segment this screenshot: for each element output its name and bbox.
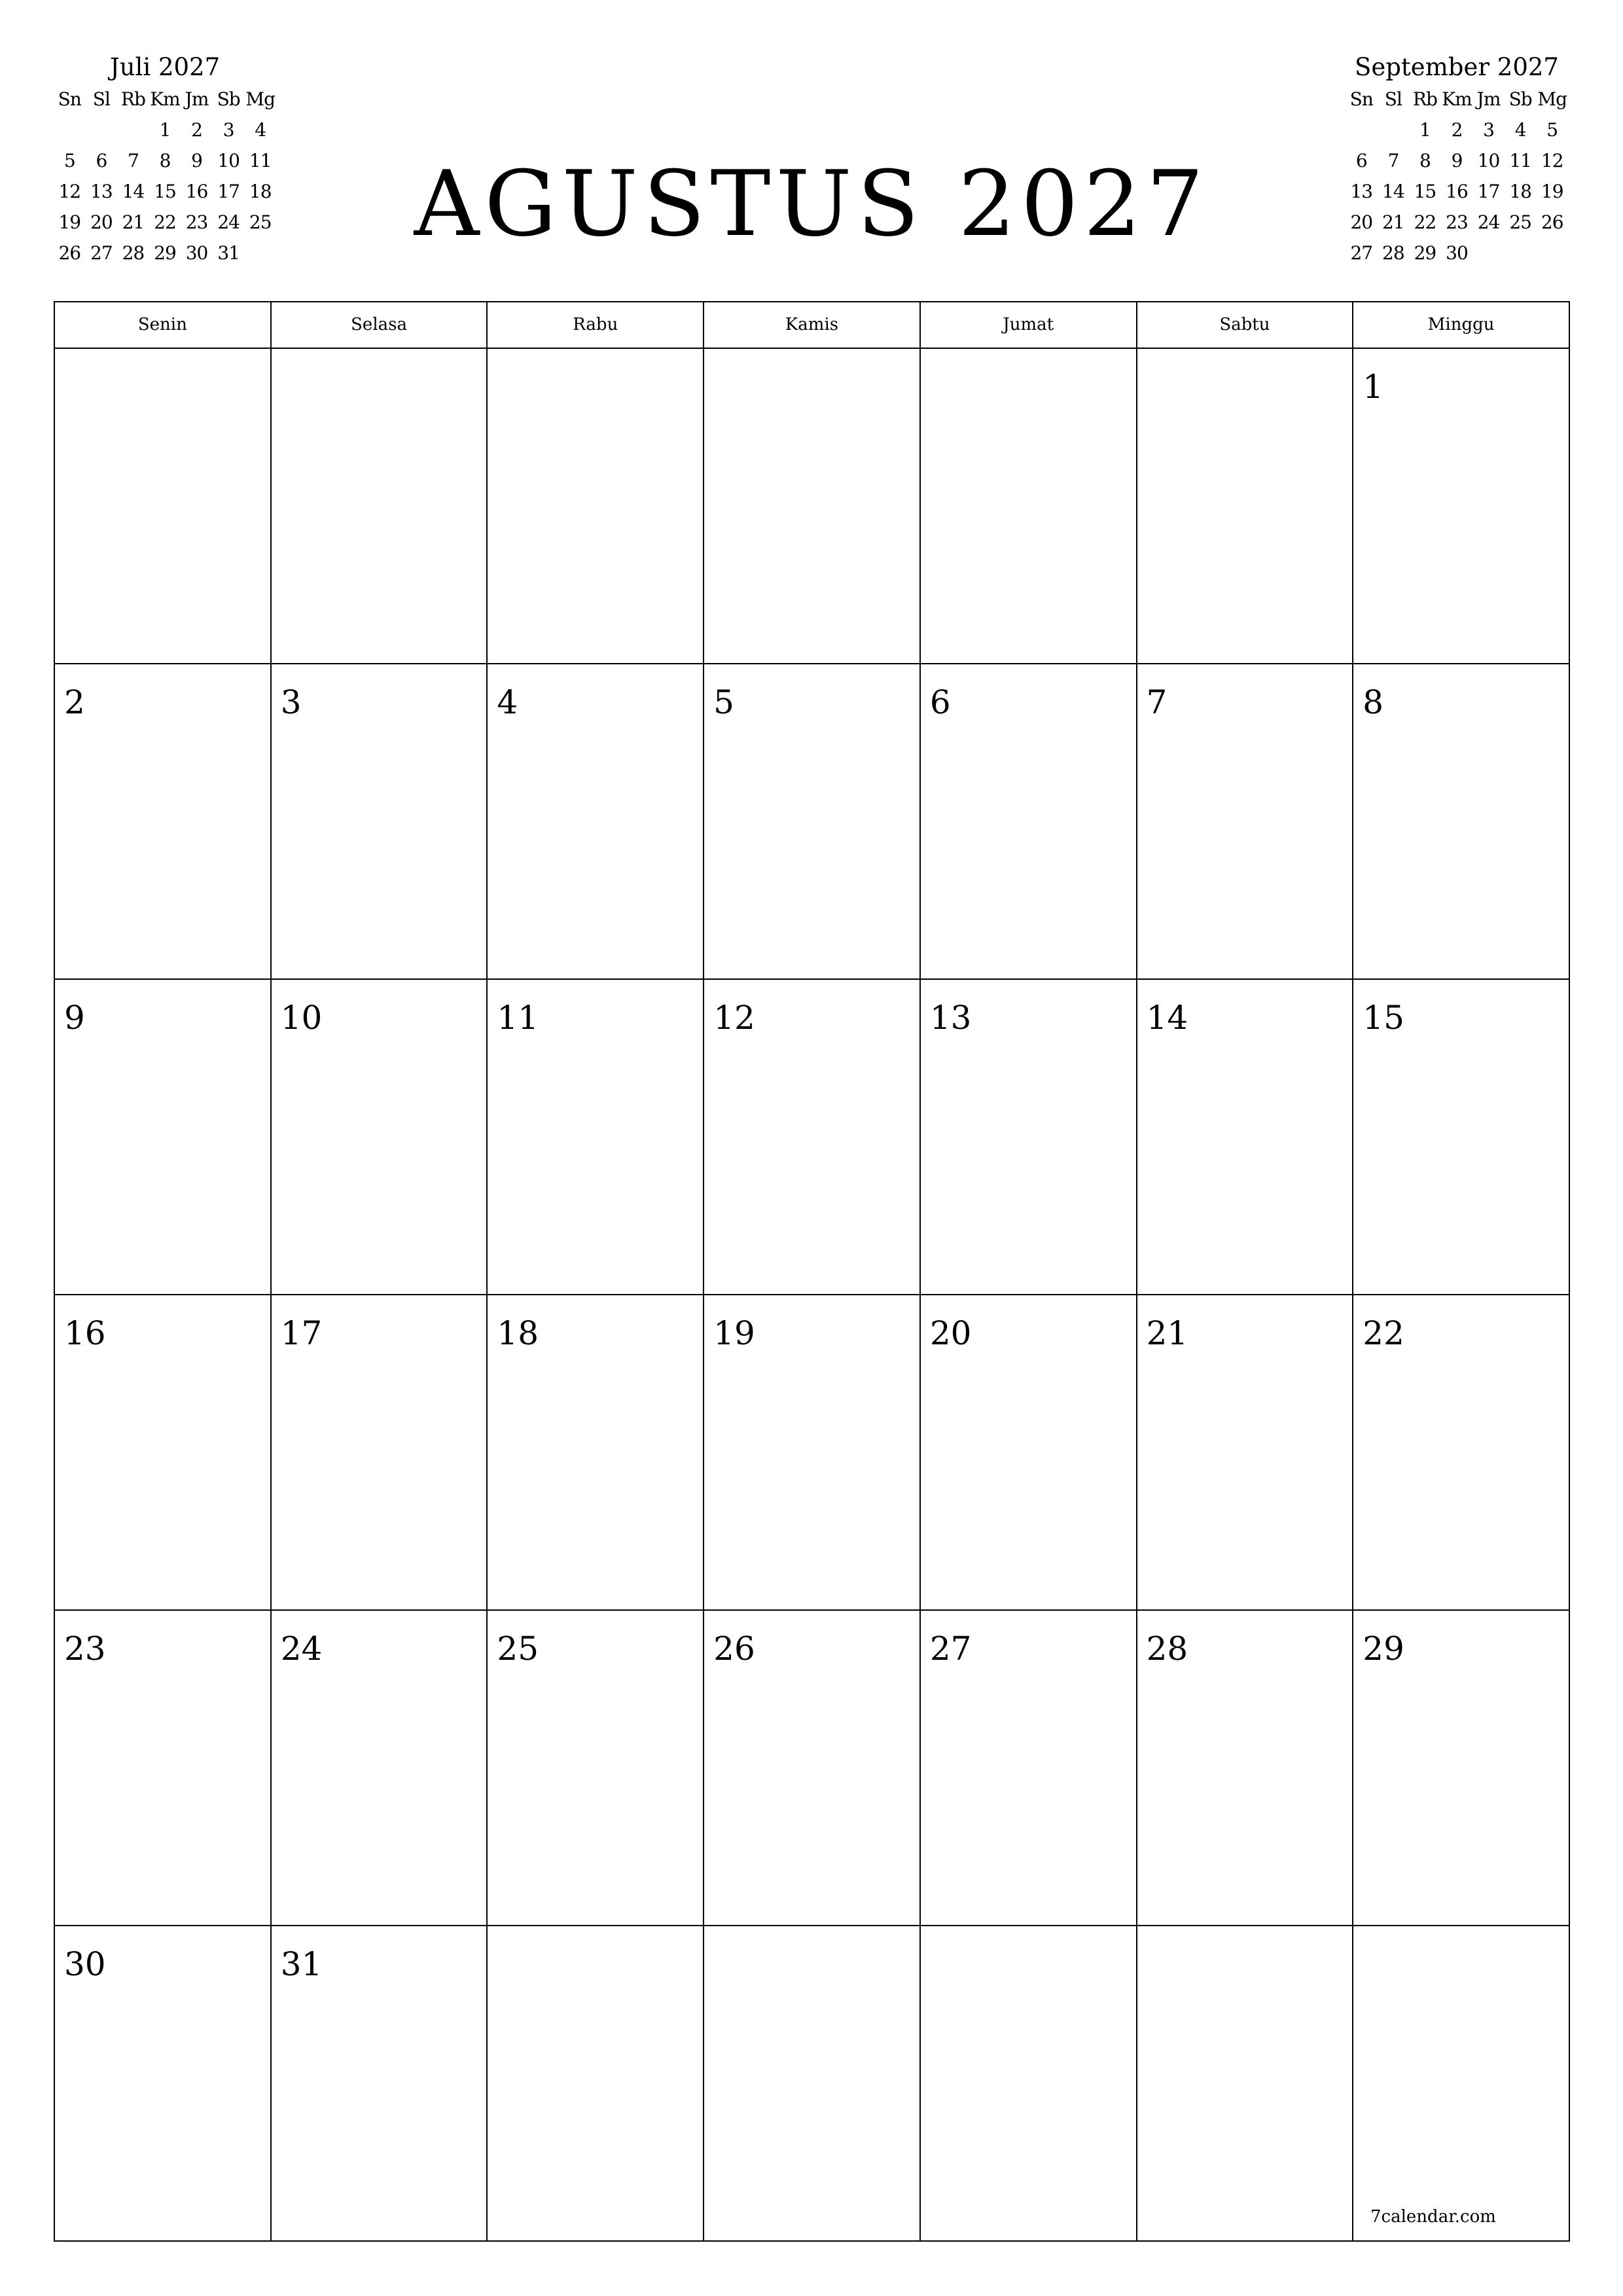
mini-day-number: 14: [122, 181, 145, 202]
day-number: 6: [929, 683, 951, 721]
day-cell: [1137, 1611, 1354, 1926]
day-cell: [488, 1295, 704, 1611]
day-number: 14: [1146, 999, 1188, 1037]
mini-day-number: 9: [191, 150, 202, 171]
mini-day-number: [1472, 238, 1505, 268]
day-cell: [704, 664, 921, 980]
mini-day-number: 13: [90, 181, 113, 202]
mini-calendar-title: Juli 2027: [109, 53, 221, 81]
mini-weekday-label: Km: [1442, 88, 1472, 110]
mini-day-number: 17: [217, 181, 240, 202]
day-number: 30: [64, 1945, 106, 1983]
mini-weekday-label: Sb: [217, 88, 240, 110]
day-number: 2: [64, 683, 85, 721]
mini-day-number: 11: [249, 150, 272, 171]
mini-day-number: 20: [90, 211, 113, 233]
day-cell: [55, 349, 272, 664]
mini-weekday-label: Sb: [1508, 88, 1532, 110]
mini-day-number: 7: [128, 150, 139, 171]
mini-day-number: 14: [1382, 181, 1404, 202]
weekday-header: Minggu: [1353, 302, 1570, 349]
day-number: 11: [497, 999, 539, 1037]
day-number: 5: [713, 683, 734, 721]
mini-day-number: 30: [1446, 242, 1468, 264]
day-cell: [921, 1611, 1137, 1926]
day-cell: [488, 1611, 704, 1926]
day-cell: [1137, 1926, 1354, 2242]
mini-day-number: 2: [1451, 119, 1463, 141]
mini-day-number: 4: [1514, 119, 1526, 141]
mini-day-number: [1536, 238, 1568, 268]
day-number: 29: [1363, 1630, 1404, 1668]
mini-day-number: 4: [255, 119, 266, 141]
day-number: 9: [64, 999, 85, 1037]
mini-day-number: 19: [1541, 181, 1563, 202]
mini-day-number: 26: [1541, 211, 1563, 233]
day-cell: [1137, 664, 1354, 980]
day-number: 25: [497, 1630, 539, 1668]
day-cell: [921, 1295, 1137, 1611]
mini-day-number: 7: [1387, 150, 1399, 171]
day-number: 13: [929, 999, 972, 1037]
day-number: 26: [713, 1630, 755, 1668]
page-title: AGUSTUS 2027: [414, 151, 1209, 257]
day-number: 4: [497, 683, 518, 721]
mini-day-number: 15: [154, 181, 176, 202]
mini-weekday-label: Jm: [185, 88, 209, 110]
mini-calendar-grid: [54, 84, 276, 268]
day-cell: [704, 1295, 921, 1611]
mini-calendar-title: September 2027: [1355, 53, 1559, 81]
day-cell: [488, 980, 704, 1295]
mini-day-number: 26: [58, 242, 81, 264]
mini-day-number: [244, 238, 276, 268]
mini-day-number: 10: [1477, 150, 1500, 171]
day-number: 19: [713, 1314, 755, 1352]
mini-day-number: [1378, 115, 1410, 145]
day-number: 12: [713, 999, 755, 1037]
mini-day-number: 19: [58, 211, 81, 233]
mini-day-number: 10: [217, 150, 240, 171]
day-number: 7: [1146, 683, 1168, 721]
day-cell: [272, 1926, 488, 2242]
day-cell: [704, 349, 921, 664]
weekday-header: Senin: [55, 302, 272, 349]
mini-day-number: 28: [122, 242, 145, 264]
day-cell: [704, 1926, 921, 2242]
mini-day-number: 9: [1451, 150, 1463, 171]
day-cell: [55, 1926, 272, 2242]
day-number: 10: [280, 999, 323, 1037]
day-number: 23: [64, 1630, 106, 1668]
day-number: 1: [1363, 368, 1384, 406]
mini-day-number: 21: [1382, 211, 1404, 233]
mini-day-number: 3: [223, 119, 234, 141]
mini-day-number: 16: [1446, 181, 1468, 202]
mini-day-number: 2: [191, 119, 202, 141]
mini-day-number: [1346, 115, 1378, 145]
mini-day-number: 24: [217, 211, 240, 233]
day-cell: [272, 980, 488, 1295]
mini-weekday-label: Mg: [1537, 88, 1567, 110]
weekday-header: Sabtu: [1137, 302, 1354, 349]
day-number: 28: [1146, 1630, 1188, 1668]
mini-day-number: [1505, 238, 1537, 268]
mini-day-number: 18: [249, 181, 272, 202]
day-number: 18: [497, 1314, 539, 1352]
day-cell: [272, 1611, 488, 1926]
mini-calendar-next-month: [1346, 51, 1568, 268]
day-cell: [921, 1926, 1137, 2242]
mini-day-number: 25: [249, 211, 272, 233]
mini-day-number: 25: [1509, 211, 1531, 233]
mini-day-number: 13: [1350, 181, 1373, 202]
mini-weekday-label: Km: [150, 88, 180, 110]
weekday-header: Jumat: [921, 302, 1137, 349]
mini-day-number: 27: [90, 242, 113, 264]
mini-weekday-label: Sl: [92, 88, 110, 110]
month-calendar-grid: [54, 301, 1570, 2242]
mini-day-number: 29: [1414, 242, 1436, 264]
mini-day-number: 5: [1546, 119, 1558, 141]
day-cell: [55, 980, 272, 1295]
day-cell: [55, 664, 272, 980]
mini-weekday-label: Mg: [245, 88, 275, 110]
day-grid: [55, 349, 1570, 2242]
mini-day-number: 12: [58, 181, 81, 202]
weekday-header: Kamis: [704, 302, 921, 349]
day-cell: [1353, 1926, 1570, 2242]
mini-day-number: 23: [185, 211, 208, 233]
day-cell: [1137, 349, 1354, 664]
day-cell: [488, 349, 704, 664]
day-cell: [272, 1295, 488, 1611]
mini-day-number: 21: [122, 211, 145, 233]
mini-weekday-label: Sn: [58, 88, 81, 110]
mini-weekday-label: Jm: [1476, 88, 1501, 110]
mini-day-number: 27: [1350, 242, 1373, 264]
mini-day-number: 23: [1446, 211, 1468, 233]
mini-day-number: 1: [1419, 119, 1431, 141]
mini-day-number: 3: [1483, 119, 1494, 141]
mini-day-number: 28: [1382, 242, 1404, 264]
mini-day-number: 16: [185, 181, 208, 202]
mini-day-number: 1: [159, 119, 171, 141]
day-cell: [488, 664, 704, 980]
day-cell: [55, 1295, 272, 1611]
day-number: 27: [929, 1630, 972, 1668]
day-number: 24: [280, 1630, 323, 1668]
mini-day-number: 12: [1541, 150, 1563, 171]
day-cell: [272, 349, 488, 664]
day-cell: [1353, 664, 1570, 980]
day-cell: [704, 1611, 921, 1926]
day-number: 22: [1363, 1314, 1404, 1352]
mini-day-number: 6: [96, 150, 107, 171]
mini-day-number: 17: [1477, 181, 1500, 202]
day-cell: [1137, 1295, 1354, 1611]
mini-calendar-grid: [1346, 84, 1568, 268]
mini-day-number: 6: [1355, 150, 1367, 171]
day-number: 15: [1363, 999, 1404, 1037]
day-cell: [921, 349, 1137, 664]
day-cell: [1137, 980, 1354, 1295]
mini-day-number: 22: [1414, 211, 1436, 233]
day-cell: [488, 1926, 704, 2242]
mini-day-number: [86, 115, 118, 145]
day-cell: [55, 1611, 272, 1926]
day-number: 8: [1363, 683, 1384, 721]
day-number: 16: [64, 1314, 106, 1352]
weekday-header: Selasa: [272, 302, 488, 349]
mini-day-number: 11: [1509, 150, 1531, 171]
weekday-header: Rabu: [488, 302, 704, 349]
day-cell: [704, 980, 921, 1295]
day-cell: [1353, 1295, 1570, 1611]
mini-day-number: 8: [159, 150, 171, 171]
day-cell: [272, 664, 488, 980]
site-credit: 7calendar.com: [1370, 2207, 1496, 2227]
day-cell: [921, 980, 1137, 1295]
mini-day-number: 20: [1350, 211, 1373, 233]
mini-day-number: [54, 115, 86, 145]
weekday-header-row: [55, 302, 1570, 349]
day-cell: [1353, 980, 1570, 1295]
mini-day-number: 8: [1419, 150, 1431, 171]
mini-weekday-label: Sl: [1384, 88, 1402, 110]
mini-weekday-label: Rb: [1412, 88, 1437, 110]
mini-weekday-label: Rb: [120, 88, 145, 110]
day-number: 21: [1146, 1314, 1188, 1352]
mini-day-number: 24: [1477, 211, 1500, 233]
mini-day-number: 22: [154, 211, 176, 233]
day-cell: [1353, 349, 1570, 664]
day-cell: [921, 664, 1137, 980]
day-number: 17: [280, 1314, 323, 1352]
mini-day-number: 18: [1509, 181, 1531, 202]
mini-weekday-label: Sn: [1349, 88, 1373, 110]
mini-calendar-prev-month: [54, 51, 276, 268]
day-number: 20: [929, 1314, 972, 1352]
mini-day-number: 5: [63, 150, 75, 171]
mini-day-number: 30: [185, 242, 208, 264]
mini-day-number: 31: [217, 242, 240, 264]
mini-day-number: [117, 115, 149, 145]
day-number: 3: [280, 683, 302, 721]
day-cell: [1353, 1611, 1570, 1926]
mini-day-number: 15: [1414, 181, 1436, 202]
mini-day-number: 29: [154, 242, 176, 264]
day-number: 31: [280, 1945, 323, 1983]
